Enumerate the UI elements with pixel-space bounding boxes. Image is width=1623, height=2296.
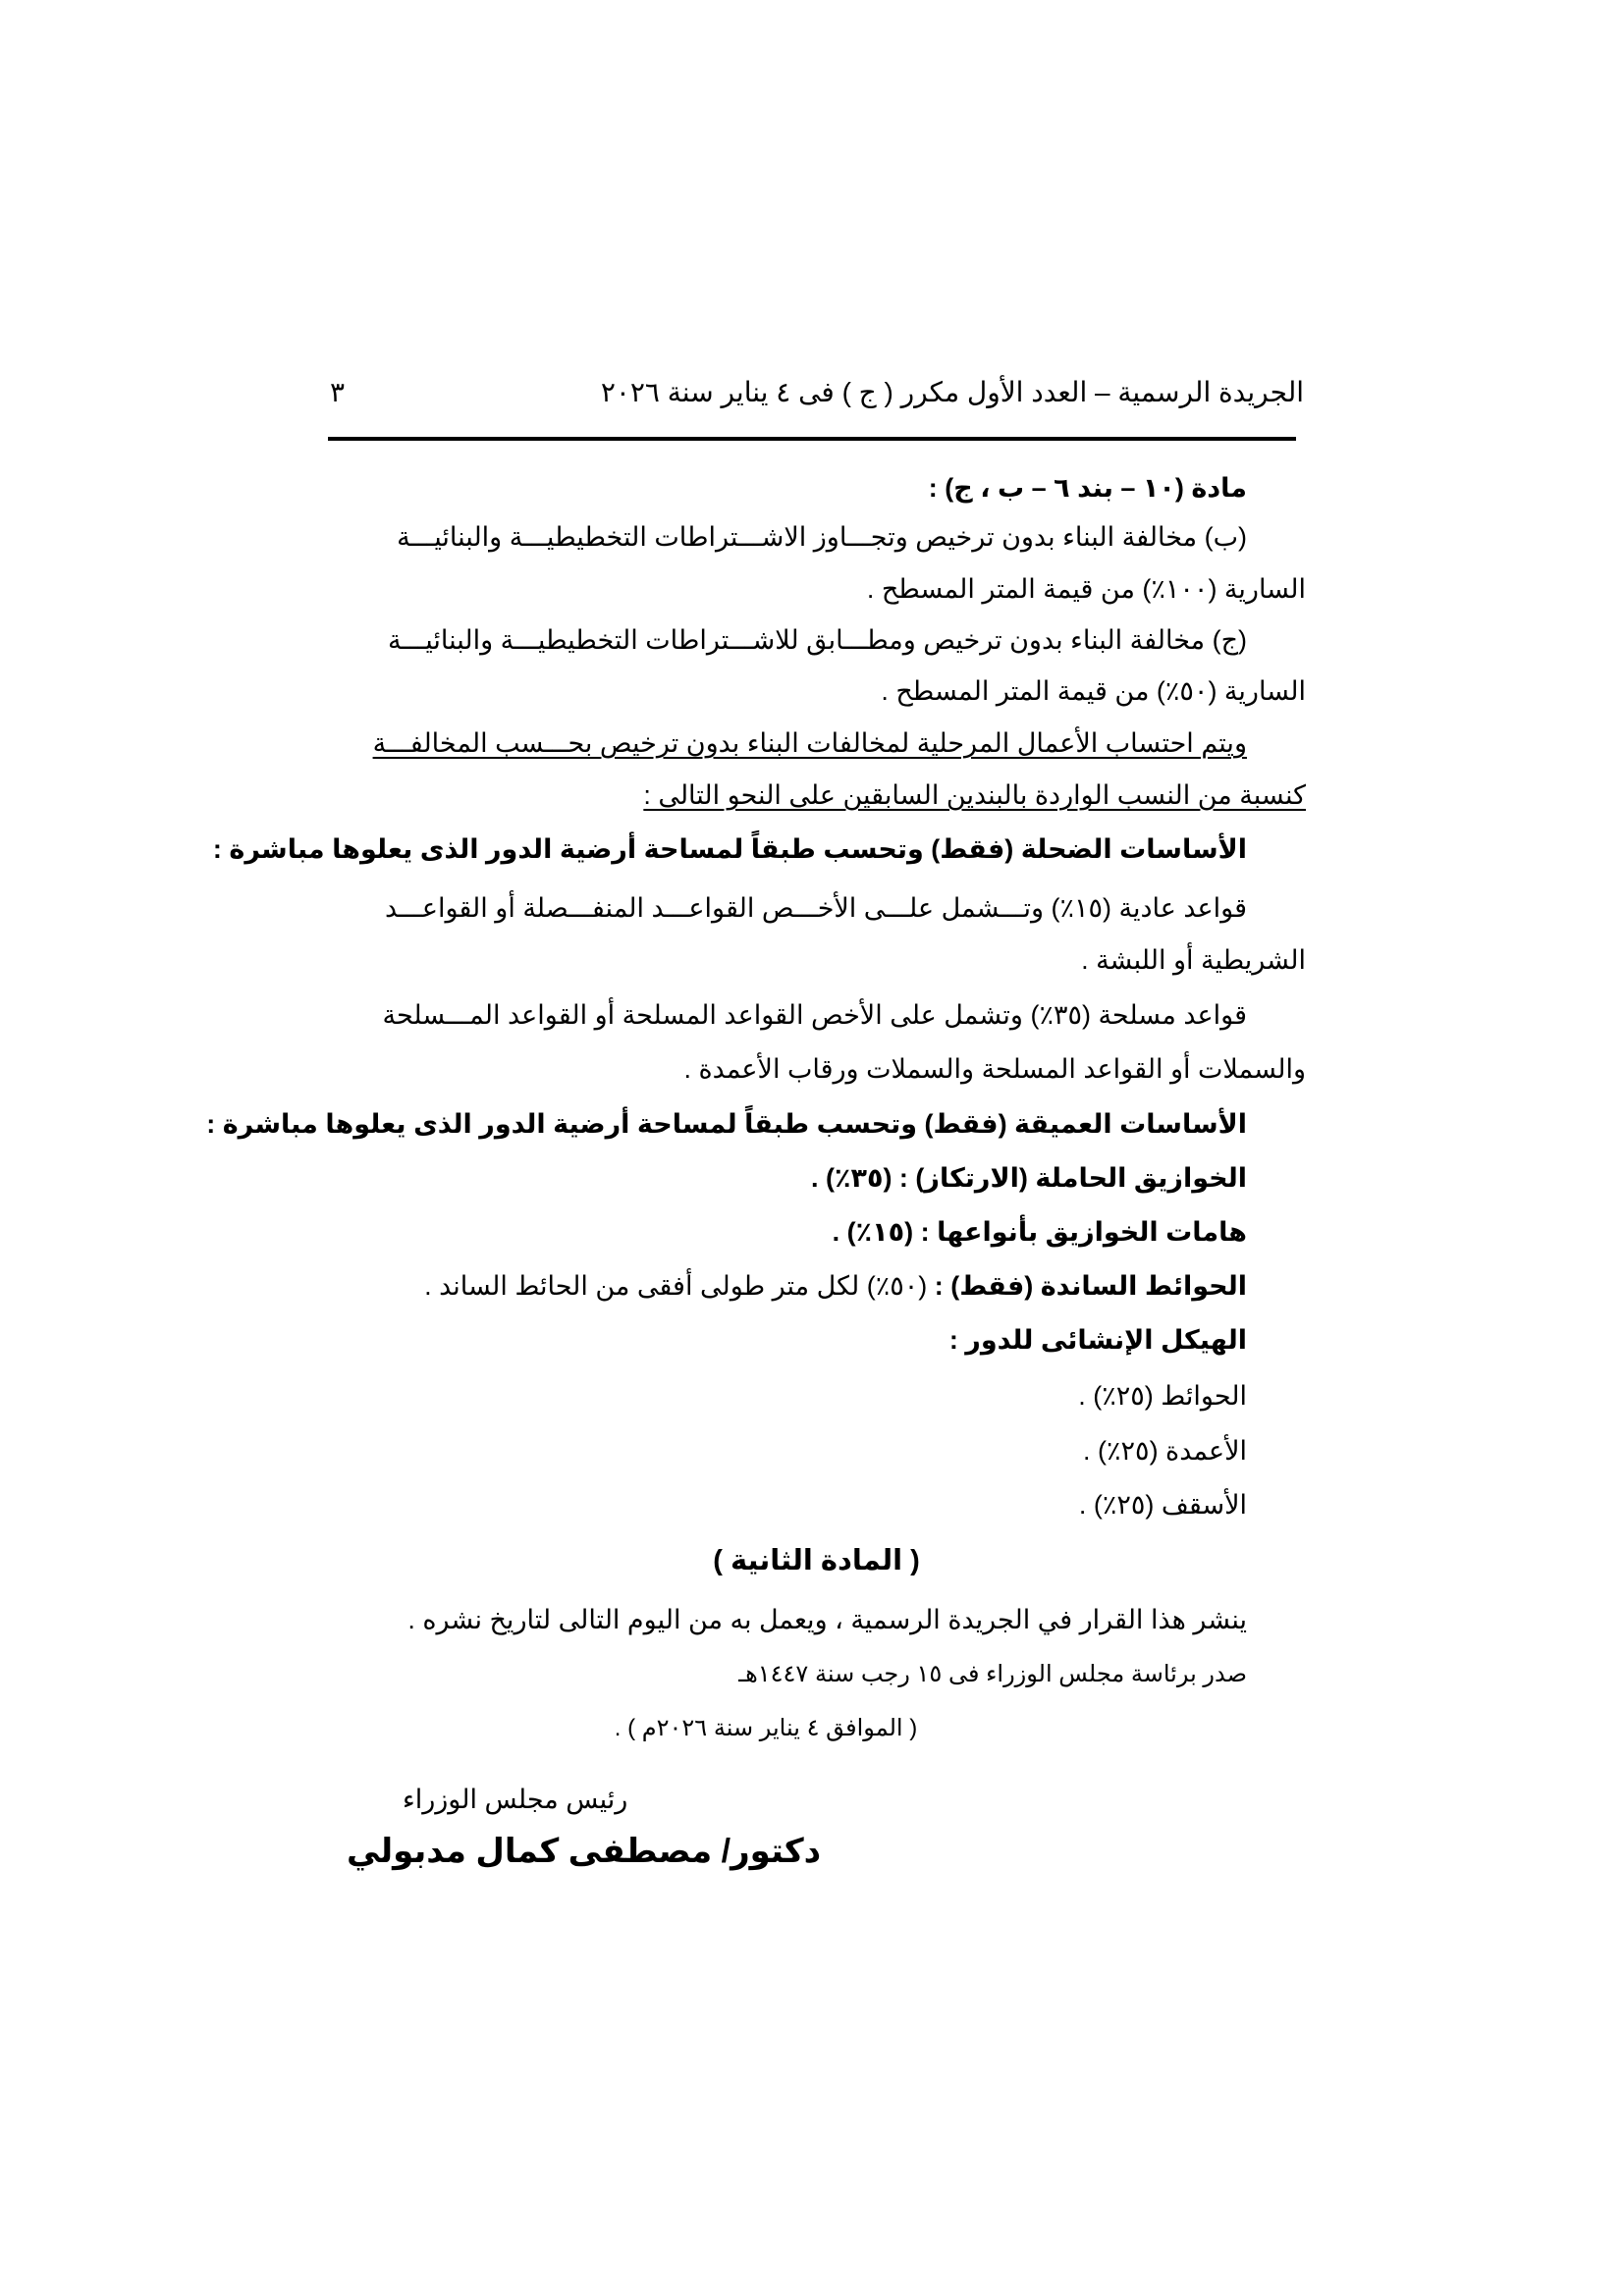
structure-heading: الهيكل الإنشائى للدور :: [948, 1325, 1247, 1355]
item-c-line-2: السارية (٥٠٪) من قيمة المتر المسطح .: [881, 676, 1306, 706]
signature-name: دكتور/ مصطفى كمال مدبولي: [347, 1833, 822, 1870]
gazette-header-title: الجريدة الرسمية – العدد الأول مكرر ( ج ) فى ٤ يناير سنة ٢٠٢٦: [600, 377, 1304, 407]
note-line-1: ويتم احتساب الأعمال المرحلية لمخالفات البناء بدون ترخيص بحـــسب المخالفـــة: [372, 728, 1247, 758]
deep-foundations-heading: الأساسات العميقة (فقط) وتحسب طبقاً لمساحة أرضية الدور الذى يعلوها مباشرة :: [206, 1109, 1247, 1139]
shallow-item-2-line-2: والسملات أو القواعد المسلحة والسملات ورقاب الأعمدة .: [683, 1054, 1306, 1084]
article-10-heading: مادة (١٠ – بند ٦ – ب ، ج) :: [928, 473, 1247, 503]
article-2-text: ينشر هذا القرار في الجريدة الرسمية ، ويعمل به من اليوم التالى لتاريخ نشره .: [407, 1605, 1247, 1634]
structure-item-columns: الأعمدة (٢٥٪) .: [1083, 1436, 1247, 1466]
structure-item-walls: الحوائط (٢٥٪) .: [1078, 1381, 1247, 1411]
item-b-line-2: السارية (١٠٠٪) من قيمة المتر المسطح .: [866, 574, 1306, 604]
deep-item-2: هامات الخوازيق بأنواعها : (١٥٪) .: [832, 1217, 1247, 1247]
page-number: ٣: [330, 377, 346, 407]
deep-item-1: الخوازيق الحاملة (الارتكاز) : (٣٥٪) .: [810, 1163, 1247, 1193]
shallow-foundations-heading: الأساسات الضحلة (فقط) وتحسب طبقاً لمساحة أرضية الدور الذى يعلوها مباشرة :: [212, 834, 1247, 864]
issued-date-hijri: صدر برئاسة مجلس الوزراء فى ١٥ رجب سنة ١٤٤٧هـ: [738, 1661, 1247, 1687]
shallow-item-1-line-1: قواعد عادية (١٥٪) وتـــشمل علـــى الأخـــص القواعـــد المنفـــصلة أو القواعـــد: [384, 893, 1247, 923]
header-rule: [328, 437, 1296, 441]
article-2-heading: ( المادة الثانية ): [713, 1545, 920, 1576]
deep-item-3-text: (٥٠٪) لكل متر طولى أفقى من الحائط الساند .: [424, 1271, 935, 1301]
deep-item-3: [424, 1266, 1247, 1306]
item-c-line-1: (ج) مخالفة البناء بدون ترخيص ومطـــابق للاشـــتراطات التخطيطيـــة والبنائيـــة: [388, 625, 1247, 655]
shallow-item-2-line-1: قواعد مسلحة (٣٥٪) وتشمل على الأخص القواعد المسلحة أو القواعد المـــسلحة: [382, 1000, 1247, 1030]
shallow-item-1-line-2: الشريطية أو اللبشة .: [1081, 945, 1306, 975]
signature-title: رئيس مجلس الوزراء: [403, 1785, 628, 1814]
issued-date-gregorian: ( الموافق ٤ يناير سنة ٢٠٢٦م ) .: [614, 1715, 918, 1741]
structure-item-roofs: الأسقف (٢٥٪) .: [1078, 1490, 1247, 1520]
item-b-line-1: (ب) مخالفة البناء بدون ترخيص وتجـــاوز الاشـــتراطات التخطيطيـــة والبنائيـــة: [397, 522, 1247, 552]
note-line-2: كنسبة من النسب الواردة بالبندين السابقين على النحو التالى :: [643, 780, 1306, 810]
deep-item-3-label: الحوائط الساندة (فقط) :: [934, 1271, 1247, 1301]
